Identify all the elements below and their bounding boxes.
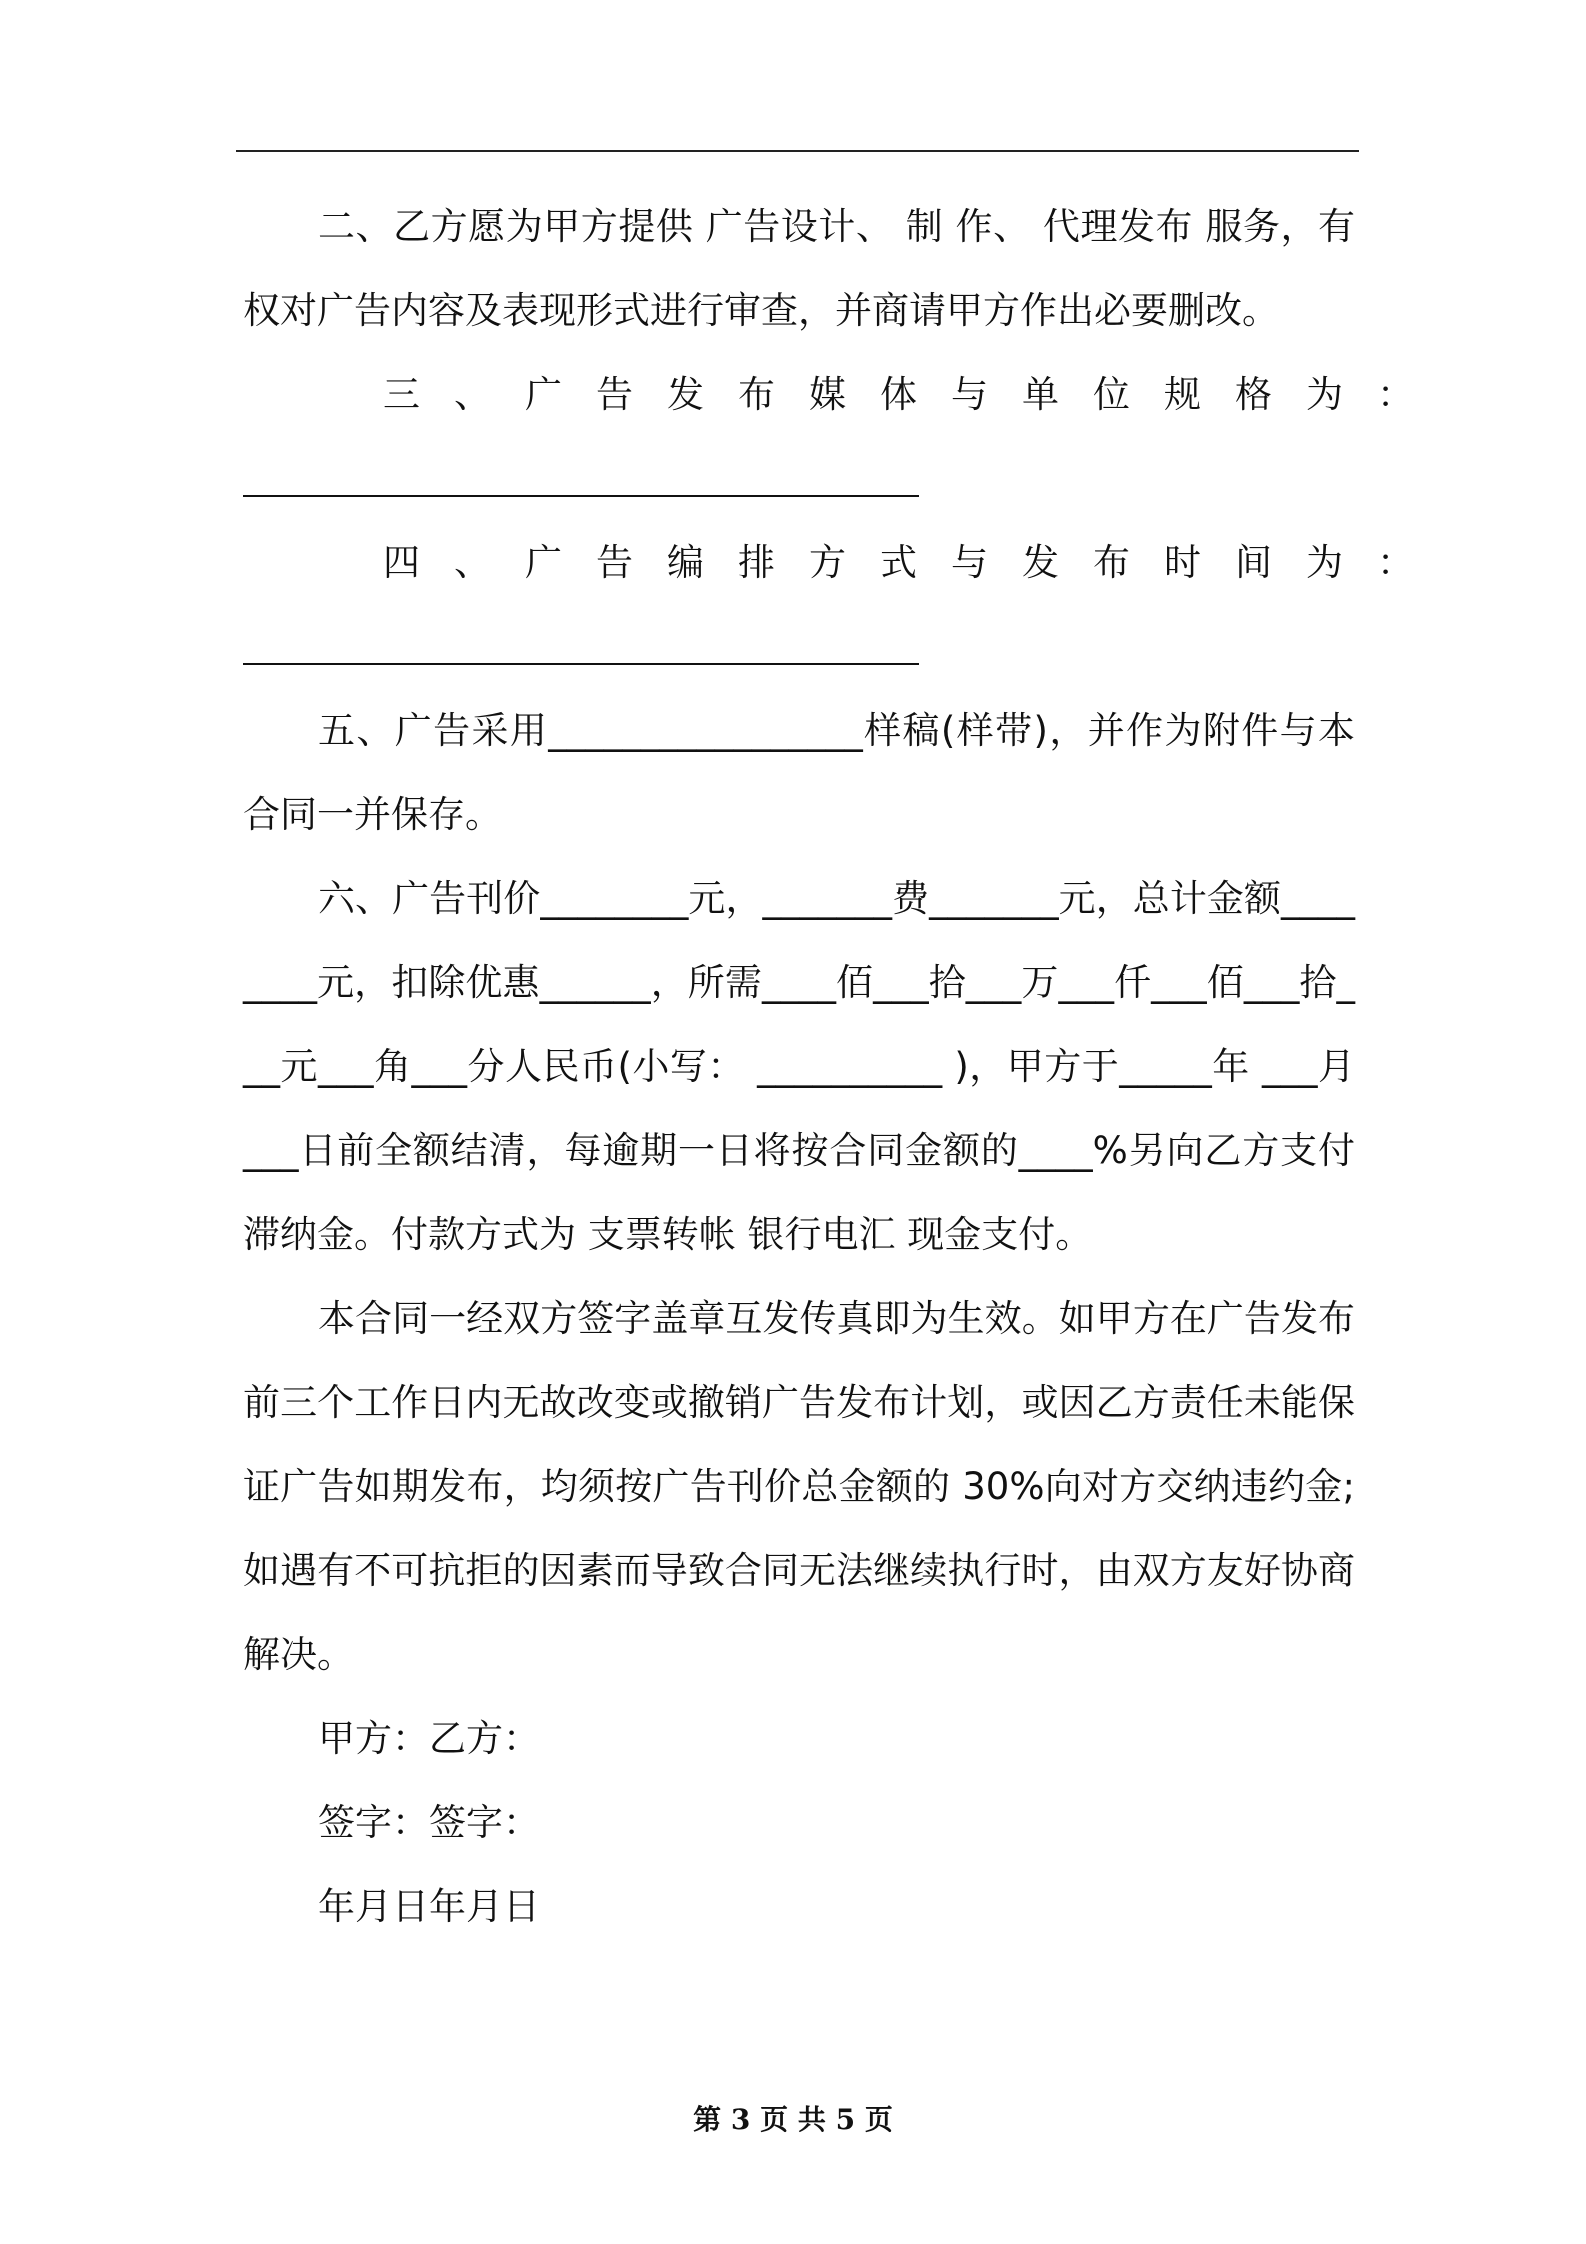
clause-4: 四、广告编排方式与发布时间为： [383, 541, 1448, 584]
signature-parties: 甲方：乙方： [318, 1717, 540, 1760]
clause-effect: 本合同一经双方签字盖章互发传真即为生效。如甲方在广告发布前三个工作日内无故改变或撤销广告发布计划，或因乙方责任未能保证广告如期发布，均须按广告刊价总金额的 30%向对方交纳违约金;如遇有不可抗拒的因素而导致合同无法继续执行时，由双方友好协商解决。 [243, 1297, 1355, 1676]
blank-line-4 [243, 605, 1355, 689]
signature-date: 年月日年月日 [318, 1885, 540, 1928]
clause-3: 三、广告发布媒体与单位规格为： [383, 373, 1448, 416]
document-body [243, 185, 1448, 1949]
header-rule [236, 150, 1359, 152]
page-number: 第 3 页 共 5 页 [693, 2103, 893, 2136]
clause-6: 六、广告刊价________元，_______费_______元，总计金额________元，扣除优惠______，所需____佰___拾___万___仟___佰___拾___元___角___分人民币(小写： __________ )，甲方于_____年 ___月 ___日前全额结清，每逾期一日将按合同金额的____%另向乙方支付滞纳金。付款方式为 支票转帐 银行电汇 现金支付。 [243, 877, 1355, 1256]
clause-5: 五、广告采用_________________样稿(样带)，并作为附件与本合同一并保存。 [243, 709, 1355, 836]
signature-sign: 签字：签字： [318, 1801, 540, 1844]
blank-line-3 [243, 437, 1355, 521]
clause-2: 二、乙方愿为甲方提供 广告设计、 制 作、 代理发布 服务，有权对广告内容及表现形式进行审查，并商请甲方作出必要删改。 [243, 205, 1355, 332]
